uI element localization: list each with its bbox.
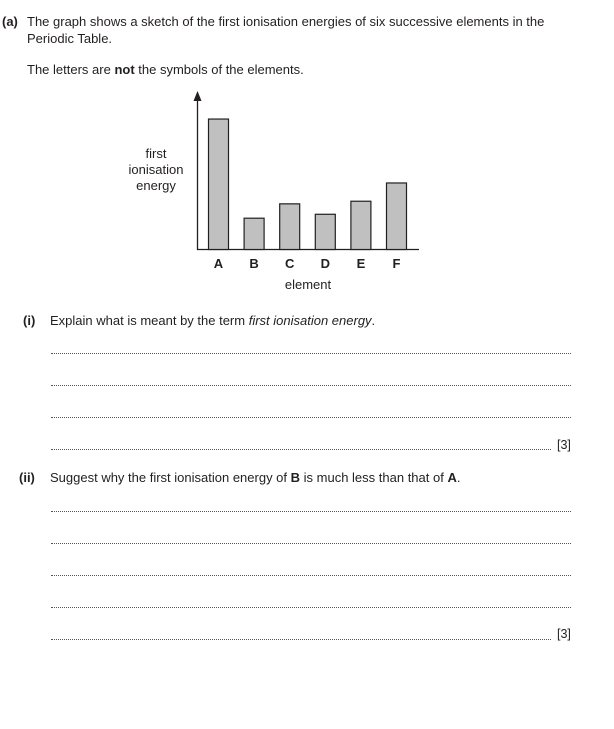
x-tick-label-a: A bbox=[213, 256, 224, 271]
sub-ii-label: (ii) bbox=[19, 470, 35, 485]
sub-ii-text-pre: Suggest why the first ionisation energy of bbox=[50, 470, 291, 485]
answer-line[interactable] bbox=[51, 639, 551, 640]
bar-b bbox=[244, 218, 264, 249]
x-tick-labels bbox=[214, 256, 401, 271]
x-tick-label-f: F bbox=[392, 256, 401, 271]
sub-ii-text-post: . bbox=[456, 470, 461, 485]
letters-note-pre: The letters are bbox=[27, 62, 115, 77]
x-tick-label-e: E bbox=[356, 256, 366, 271]
answer-line[interactable] bbox=[51, 607, 571, 608]
bar-e bbox=[351, 201, 371, 249]
letters-note-bold: not bbox=[114, 62, 135, 77]
bar-c bbox=[280, 204, 300, 250]
answer-line[interactable] bbox=[51, 575, 571, 576]
sub-ii-bold-b: B bbox=[290, 470, 301, 485]
y-axis-arrow-icon bbox=[194, 91, 202, 101]
ylabel-line-2: ionisation bbox=[128, 162, 184, 177]
xlabel: element bbox=[284, 277, 332, 292]
answer-line[interactable] bbox=[51, 449, 551, 450]
sub-ii-text bbox=[50, 470, 460, 485]
answer-line[interactable] bbox=[51, 511, 571, 512]
part-label: (a) bbox=[2, 14, 18, 29]
answer-line[interactable] bbox=[51, 543, 571, 544]
ylabel-line-1: first bbox=[145, 146, 167, 161]
answer-line[interactable] bbox=[51, 353, 571, 354]
sub-i-text bbox=[50, 313, 375, 328]
x-tick-label-c: C bbox=[285, 256, 295, 271]
bars bbox=[209, 119, 407, 249]
sub-ii-text-mid: is much less than that of bbox=[300, 470, 448, 485]
intro-line-1: The graph shows a sketch of the first ionisation energies of six successive elements in the bbox=[27, 14, 545, 29]
intro-line-2: Periodic Table. bbox=[27, 31, 113, 46]
sub-i-label: (i) bbox=[23, 313, 36, 328]
x-tick-label-b: B bbox=[249, 256, 259, 271]
sub-i-marks: [3] bbox=[557, 438, 571, 452]
answer-line[interactable] bbox=[51, 417, 571, 418]
bar-f bbox=[387, 183, 407, 250]
answer-line[interactable] bbox=[51, 385, 571, 386]
x-tick-label-d: D bbox=[320, 256, 330, 271]
ylabel-line-3: energy bbox=[136, 178, 176, 193]
bar-a bbox=[209, 119, 229, 249]
letters-note-post: the symbols of the elements. bbox=[134, 62, 304, 77]
sub-i-text-post: . bbox=[371, 313, 376, 328]
sub-i-text-pre: Explain what is meant by the term bbox=[50, 313, 249, 328]
sub-ii-marks: [3] bbox=[557, 627, 571, 641]
ionisation-energy-bar-chart bbox=[0, 0, 614, 300]
bar-d bbox=[315, 214, 335, 249]
sub-i-term: first ionisation energy bbox=[248, 313, 372, 328]
sub-ii-bold-a: A bbox=[447, 470, 457, 485]
